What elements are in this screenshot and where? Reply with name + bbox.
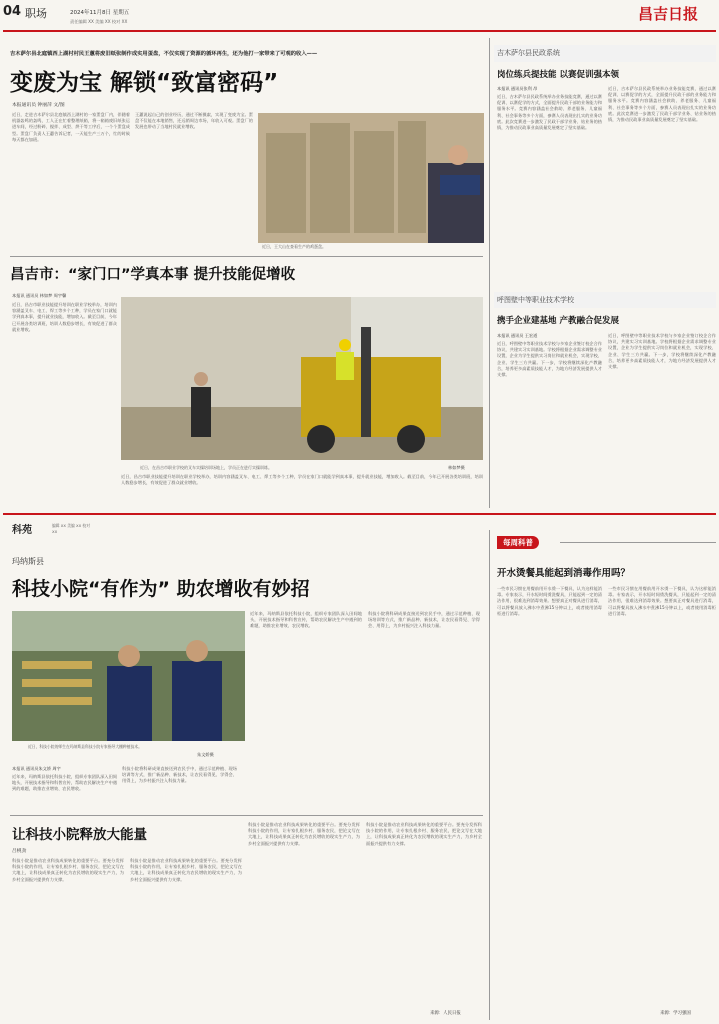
right-top-body-col1: 近日，吉木萨尔县民政系统举办业务技能竞赛，通过以赛促训、以赛促学的方式，全面提升民政干部的业务能力和服务水平。竞赛内容涵盖社会救助、养老服务、儿童福利、社会事务等多个方面，参赛人员表现出扎实的业务功底。此次竞赛进一步激发了民政干部学业务、钻业务的热情，为推动民政事业高质量发展奠定了坚实基础。 <box>497 94 602 131</box>
story3-body-col4: 科技小院将科研成果直接送到农民手中，通过示范种植、现场培训等方式，推广新品种、新技术，让农民看得见、学得会、用得上，为乡村振兴注入科技力量。 <box>368 611 480 629</box>
right-mid-tag: 呼图壁中等职业技术学校 <box>497 296 574 304</box>
right-top-body-col2: 近日，吉木萨尔县民政系统举办业务技能竞赛，通过以赛促训、以赛促学的方式，全面提升民政干部的业务能力和服务水平。竞赛内容涵盖社会救助、养老服务、儿童福利、社会事务等多个方面，参赛人员表现出扎实的业务功底。此次竞赛进一步激发了民政干部学业务、钻业务的热情，为推动民政事业高质量发展奠定了坚实基础。 <box>608 86 716 123</box>
science-body-col1: 一些市民习惯在用餐前用开水烫一下餐具，认为这样能消毒。专家表示，开水短时间烫洗餐具，只能起到一定的清洁作用，很难达到消毒效果。想要真正对餐具进行消毒，可以将餐具放入沸水中煮沸15分钟以上，或者使用消毒柜进行消毒。 <box>497 586 602 616</box>
story1-body-col2: 王蕙说起自己的创业经历，通过不断摸索，实现了变废为宝。蛋盘不仅能在本地销售，还远销周边市场，年收入可观。蛋盘厂的发展也带动了当地村民就业增收。 <box>135 112 253 130</box>
section2-label: 科苑 <box>12 525 32 536</box>
story1-kicker: 吉木萨尔县北庭镇西上湖村村民王蕙将废旧纸张制作成实用蛋盘，不仅实现了资源的循环再生，还为他打一家带来了可观的收入—— <box>10 51 318 57</box>
forklift-illustration <box>121 297 483 460</box>
story2-credit: 林如梦摄 <box>448 465 465 470</box>
column-divider <box>489 530 490 1020</box>
story3-credit: 朱文娇摄 <box>197 752 214 757</box>
story1-byline: 本报通讯员 钟丽萍 文/图 <box>12 103 65 108</box>
story3-body-col3: 近年来，玛纳斯县依托科技小院，组织专家团队深入田间地头，开展技术指导和科普宣传，帮助农民解决生产中遇到的难题，助推农业增效、农民增收。 <box>250 611 362 629</box>
greenhouse-illustration <box>12 611 245 741</box>
story4-source: 来源：人民日报 <box>430 1011 461 1016</box>
story3-byline: 本报讯 通讯员朱文娇 周宇 <box>12 766 61 771</box>
right-top-title: 岗位练兵提技能 以赛促训强本领 <box>497 70 619 80</box>
story2-caption: 近日，在昌吉市职业学校的叉车实操培训场地上，学员正在进行实操训练。 <box>140 465 272 470</box>
story2-body: 近日，昌吉市职业技能提升培训在职业学校举办，培训内容涵盖叉车、电工、焊工等多个工种，学员在家门口就能学到真本事，提升就业技能，增加收入。截至目前，今年已开展各类培训班，培训人数稳步增长，有效促进了群众就业增收。 <box>12 302 117 332</box>
story1-body-col1: 近日，走进吉木萨尔县北庭镇西上湖村的一家蛋盘厂内，伴随着机器轰鸣的轰鸣，工人正在忙着整理纸箱，将一箱箱废旧纸张运进车间，经过粉碎、搅拌、成型、烘干等工序后，一个个蛋盘成型。蛋盘厂负责人王蕙告诉记者，一天能生产三万个，忙的时候每天都在加班。 <box>12 112 130 142</box>
issue-date: 2024年11月8日 星期五 <box>70 10 130 16</box>
right-mid-title: 携手企业建基地 产教融合促发展 <box>497 316 619 326</box>
story3-body-col1: 近年来，玛纳斯县依托科技小院，组织专家团队深入田间地头，开展技术指导和科普宣传，帮助农民解决生产中遇到的难题，助推农业增效、农民增收。 <box>12 774 117 792</box>
story2-title: 昌吉市：“家门口”学真本事 提升技能促增收 <box>10 267 296 283</box>
right-mid-byline: 本报讯 通讯员 王宏道 <box>497 333 538 338</box>
story3-county: 玛纳斯县 <box>12 557 44 566</box>
story4-body-col2: 科技小院是推动农业科技成果转化的重要平台。要充分发挥科技小院的作用，让专家扎根乡村、服务农民，把论文写在大地上，让科技成果真正转化为农民增收的现实生产力，为乡村全面振兴提供有力支撑。 <box>130 858 242 882</box>
right-mid-body-col2: 近日，呼图壁中等职业技术学校与多家企业签订校企合作协议，共建实习实训基地。学校将根据企业需求调整专业设置，企业为学生提供实习岗位和就业机会，实现学校、企业、学生三方共赢。下一步，学校将继续深化产教融合，培养更多高素质技能人才，为地方经济发展提供人才支撑。 <box>608 333 716 370</box>
story4-body-col4: 科技小院是推动农业科技成果转化的重要平台。要充分发挥科技小院的作用，让专家扎根乡村、服务农民，把论文写在大地上，让科技成果真正转化为农民增收的现实生产力，为乡村全面振兴提供有力支撑。 <box>366 822 482 846</box>
header-editors: 责任编辑 XX 美编 XX 校对 XX <box>70 19 128 24</box>
story2-body-more: 近日，昌吉市职业技能提升培训在职业学校举办，培训内容涵盖叉车、电工、焊工等多个工种，学员在家门口就能学到真本事，提升就业技能，增加收入。截至目前，今年已开展各类培训班，培训人数稳步增长，有效促进了群众就业增收。 <box>121 474 483 486</box>
story1-caption: 近日，王大山在查看生产的鸡蛋盘。 <box>262 244 326 249</box>
science-rule <box>560 542 716 543</box>
section2-rule <box>3 513 716 515</box>
section2-editors: 编辑 XX 美编 XX 校对 XX <box>52 523 91 534</box>
story4-title: 让科技小院释放大能量 <box>12 827 147 843</box>
story3-body-col2: 科技小院将科研成果直接送到农民手中，通过示范种植、现场培训等方式，推广新品种、新技术，让农民看得见、学得会、用得上，为乡村振兴注入科技力量。 <box>122 766 237 784</box>
science-body-col2: 一些市民习惯在用餐前用开水烫一下餐具，认为这样能消毒。专家表示，开水短时间烫洗餐具，只能起到一定的清洁作用，很难达到消毒效果。想要真正对餐具进行消毒，可以将餐具放入沸水中煮沸15分钟以上，或者使用消毒柜进行消毒。 <box>608 586 716 616</box>
divider <box>10 815 483 816</box>
story4-body-col3: 科技小院是推动农业科技成果转化的重要平台。要充分发挥科技小院的作用，让专家扎根乡村、服务农民，把论文写在大地上，让科技成果真正转化为农民增收的现实生产力，为乡村全面振兴提供有力支撑。 <box>248 822 360 846</box>
egg-tray-photo <box>258 113 484 243</box>
egg-tray-illustration <box>258 113 484 243</box>
story4-byline: 吕桃劲 <box>12 849 27 854</box>
story2-byline: 本报讯 通讯员 林如梦 周宇馨 <box>12 293 67 298</box>
story4-body-col1: 科技小院是推动农业科技成果转化的重要平台。要充分发挥科技小院的作用，让专家扎根乡村、服务农民，把论文写在大地上，让科技成果真正转化为农民增收的现实生产力，为乡村全面振兴提供有力支撑。 <box>12 858 124 882</box>
page-number: 04 <box>3 4 22 19</box>
paper-logo: 昌吉日报 <box>638 5 699 23</box>
greenhouse-photo <box>12 611 245 741</box>
right-mid-body-col1: 近日，呼图壁中等职业技术学校与多家企业签订校企合作协议，共建实习实训基地。学校将根据企业需求调整专业设置，企业为学生提供实习岗位和就业机会，实现学校、企业、学生三方共赢。下一步，学校将继续深化产教融合，培养更多高素质技能人才，为地方经济发展提供人才支撑。 <box>497 341 602 378</box>
story3-title: 科技小院“有作为” 助农增收有妙招 <box>12 578 310 600</box>
story1-title: 变废为宝 解锁“致富密码” <box>10 70 279 96</box>
forklift-photo <box>121 297 483 460</box>
right-top-byline: 本报讯 通讯员张利 昂 <box>497 86 538 91</box>
science-badge: 每周科普 <box>497 536 539 549</box>
science-title: 开水烫餐具能起到消毒作用吗？ <box>497 568 631 579</box>
right-top-tag: 吉木萨尔县民政系统 <box>497 49 560 57</box>
header-rule <box>3 30 716 32</box>
story3-caption: 近日，科技小院的师生在玛纳斯县科技小院专家指导大棚种植技术。 <box>28 744 142 749</box>
section-name: 职场 <box>25 7 47 20</box>
divider <box>10 256 483 257</box>
science-source: 来源：学习强国 <box>660 1011 691 1016</box>
column-divider <box>489 38 490 508</box>
